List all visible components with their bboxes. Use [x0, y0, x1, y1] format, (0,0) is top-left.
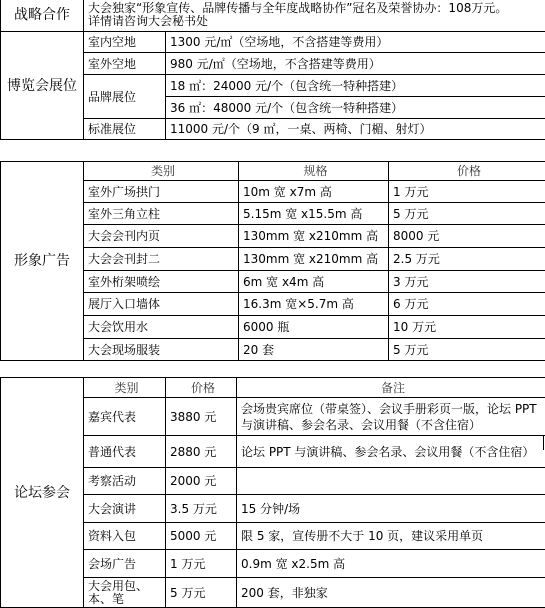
expo-type: 室内空地: [84, 32, 166, 53]
image-ads-table: [0, 161, 545, 361]
expo-type: 室外空地: [84, 53, 166, 75]
forum-type: 嘉宾代表: [84, 398, 166, 436]
forum-price: 2880 元: [166, 436, 237, 468]
forum-table: [0, 377, 545, 608]
image-ads-header-spec: 规格: [239, 162, 389, 181]
expo-spec: 18 ㎡：24000 元/个（包含统一特种搭建）: [166, 75, 545, 97]
forum-price: 2000 元: [166, 468, 237, 495]
strategic-text-1: 大会独家“形象宣传、品牌传播与全年度战略协作”冠名及荣誉协办：108万元。: [88, 2, 545, 15]
forum-note: [237, 468, 545, 495]
expo-title: 博览会展位: [1, 32, 84, 140]
ad-type: 室外三角立柱: [84, 203, 239, 225]
forum-header-type: 类别: [84, 378, 166, 398]
expo-type: 标准展位: [84, 119, 166, 140]
forum-title: 论坛参会: [1, 378, 84, 608]
ad-price: 1 万元: [389, 181, 545, 203]
forum-type: 大会演讲: [84, 495, 166, 523]
forum-note: 0.9m 宽 x2.5m 高: [237, 550, 545, 578]
strategic-text-cell: [84, 0, 545, 32]
strategic-text-2: 详情请咨询大会秘书处: [88, 15, 545, 28]
forum-price: 3.5 万元: [166, 495, 237, 523]
ad-spec: 10m 宽 x7m 高: [239, 181, 389, 203]
ad-price: 8000 元: [389, 225, 545, 248]
forum-header-note: 备注: [237, 378, 545, 398]
forum-note: 限 5 家，宣传册不大于 10 页，建议采用单页: [237, 523, 545, 550]
ad-type: 室外桁架喷绘: [84, 271, 239, 293]
image-ads-header-row: [1, 162, 545, 181]
text-cursor: [543, 436, 544, 450]
strategic-title: 战略合作: [1, 0, 84, 32]
forum-note: 200 套，非独家: [237, 578, 545, 608]
image-ads-header-type: 类别: [84, 162, 239, 181]
ad-spec: 130mm 宽 x210mm 高: [239, 225, 389, 248]
ad-type: 大会饮用水: [84, 316, 239, 339]
forum-type: 大会用包、本、笔: [84, 578, 166, 608]
ad-spec: 20 套: [239, 339, 389, 361]
forum-price: 5000 元: [166, 523, 237, 550]
ad-type: 大会会刊内页: [84, 225, 239, 248]
forum-note: 会场贵宾席位（带桌签）、会议手册彩页一版，论坛 PPT 与演讲稿、参会名录、会议用餐（不含住宿）: [237, 398, 545, 436]
ad-type: 室外广场拱门: [84, 181, 239, 203]
ad-spec: 5.15m 宽 x15.5m 高: [239, 203, 389, 225]
expo-spec: 36 ㎡：48000 元/个（包含统一特种搭建）: [166, 97, 545, 119]
ad-price: 3 万元: [389, 271, 545, 293]
strategic-row: [1, 0, 545, 32]
ad-type: 大会会刊封二: [84, 248, 239, 271]
expo-type: 品牌展位: [84, 75, 166, 119]
forum-note: 15 分钟/场: [237, 495, 545, 523]
ad-price: 2.5 万元: [389, 248, 545, 271]
ad-price: 5 万元: [389, 339, 545, 361]
ad-spec: 16.3m 宽×5.7m 高: [239, 293, 389, 316]
ad-spec: 6m 宽 x4m 高: [239, 271, 389, 293]
ad-type: 展厅入口墙体: [84, 293, 239, 316]
image-ads-header-price: 价格: [389, 162, 545, 181]
ad-spec: 6000 瓶: [239, 316, 389, 339]
ad-price: 10 万元: [389, 316, 545, 339]
ad-price: 5 万元: [389, 203, 545, 225]
forum-type: 资料入包: [84, 523, 166, 550]
ad-spec: 130mm 宽 x210mm 高: [239, 248, 389, 271]
forum-price: 1 万元: [166, 550, 237, 578]
forum-note: 论坛 PPT 与演讲稿、参会名录、会议用餐（不含住宿）: [237, 436, 545, 468]
forum-header-price: 价格: [166, 378, 237, 398]
forum-header-row: [1, 378, 545, 398]
strategic-expo-table: [0, 0, 545, 140]
expo-spec: 980 元/㎡（空场地，不含搭建等费用）: [166, 53, 545, 75]
ad-type: 大会现场服装: [84, 339, 239, 361]
forum-price: 5 万元: [166, 578, 237, 608]
forum-type: 普通代表: [84, 436, 166, 468]
image-ads-title: 形象广告: [1, 162, 84, 361]
forum-price: 3880 元: [166, 398, 237, 436]
forum-type: 会场广告: [84, 550, 166, 578]
expo-row: [1, 32, 545, 53]
expo-spec: 11000 元/个（9 ㎡，一桌、两椅、门楣、射灯）: [166, 119, 545, 140]
ad-price: 6 万元: [389, 293, 545, 316]
forum-type: 考察活动: [84, 468, 166, 495]
expo-spec: 1300 元/㎡（空场地，不含搭建等费用）: [166, 32, 545, 53]
